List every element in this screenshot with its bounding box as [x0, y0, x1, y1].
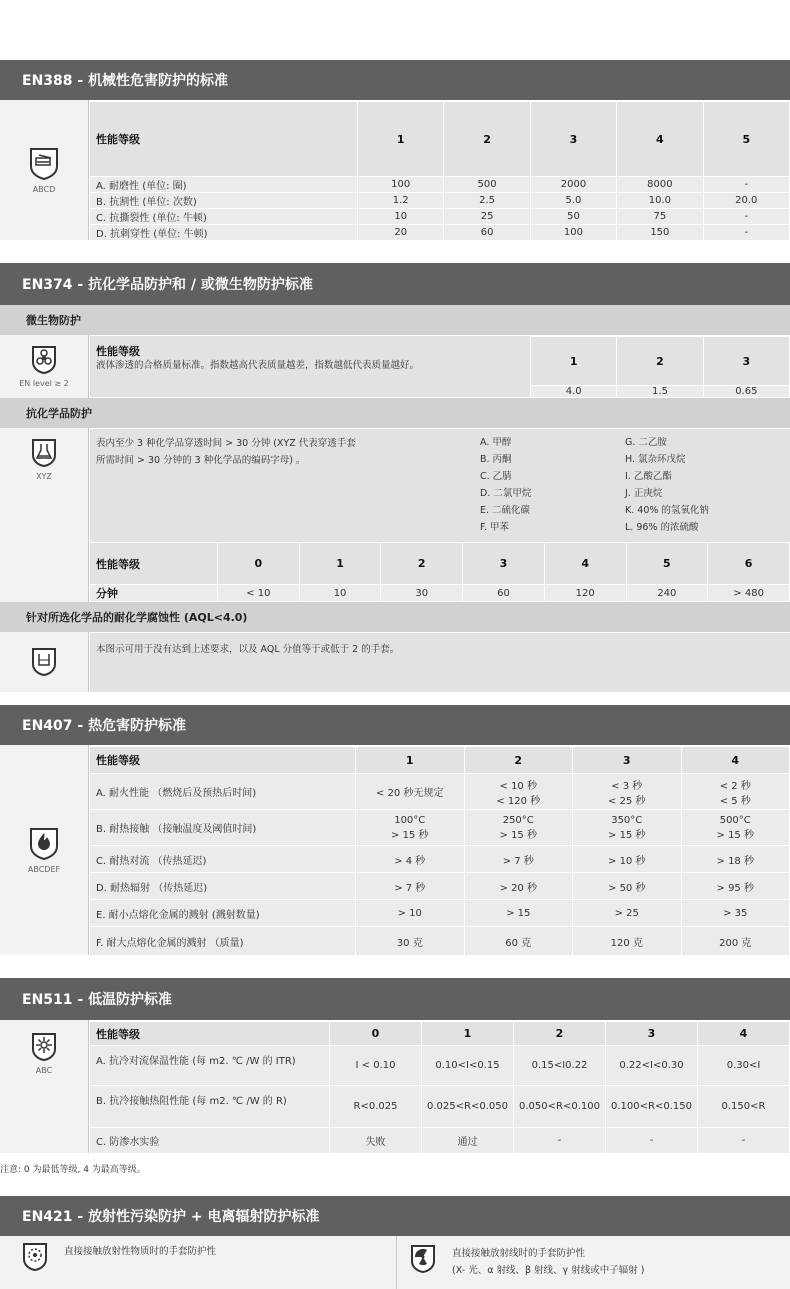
table-cell: > 480 [708, 585, 790, 602]
header-cell: 3 [703, 337, 789, 386]
chem-code: XYZ [36, 472, 52, 481]
table-cell: 0.100<R<0.150 [606, 1086, 698, 1128]
row-label: B. 抗割性 (单位: 次数) [90, 193, 358, 209]
micro-table [530, 336, 790, 398]
table-cell: - [703, 225, 789, 241]
table-cell: - [514, 1128, 606, 1154]
micro-description-box [90, 336, 530, 397]
table-cell: > 95 秒 [681, 873, 790, 900]
row-label: C. 防渗水实验 [90, 1128, 330, 1154]
table-cell: - [698, 1128, 790, 1154]
en421-header: EN421 - 放射性污染防护 + 电离辐射防护标准 [0, 1196, 790, 1236]
en421-divider [396, 1236, 397, 1289]
row-label: A. 耐火性能 （燃烧后及预热后时间) [90, 774, 356, 810]
table-cell: - [703, 177, 789, 193]
aql-icon-cell [0, 632, 89, 692]
table-cell: 0.65 [703, 386, 789, 398]
table-cell: 20.0 [703, 193, 789, 209]
list-item: J. 正庚烷 [625, 488, 663, 499]
chem-list-a [480, 434, 531, 536]
header-cell: 性能等级 [90, 1022, 330, 1046]
table-cell: R<0.025 [330, 1086, 422, 1128]
header-cell: 2 [444, 102, 530, 177]
table-cell: 250°C > 15 秒 [464, 810, 573, 846]
table-cell: < 20 秒无规定 [356, 774, 465, 810]
list-item: I. 乙酸乙酯 [625, 471, 672, 482]
table-cell: > 7 秒 [464, 846, 573, 873]
table-cell: > 10 [356, 900, 465, 927]
table-cell: 240 [626, 585, 708, 602]
table-cell: 20 [358, 225, 444, 241]
header-cell: 1 [356, 747, 465, 774]
en511-icon-cell [0, 1020, 89, 1153]
table-cell: 0.10<I<0.15 [422, 1046, 514, 1086]
list-item: F. 甲苯 [480, 522, 509, 533]
en407-icon-cell [0, 745, 89, 955]
row-label: 分钟 [90, 585, 218, 602]
table-cell: 120 克 [573, 927, 682, 956]
header-cell: 3 [463, 543, 545, 585]
row-label: C. 抗撕裂性 (单位: 牛顿) [90, 209, 358, 225]
table-cell: 0.150<R [698, 1086, 790, 1128]
table-cell: 120 [544, 585, 626, 602]
en388-table [89, 101, 790, 241]
table-cell: 1.5 [617, 386, 703, 398]
table-cell: 通过 [422, 1128, 514, 1154]
en388-header: EN388 - 机械性危害防护的标准 [0, 60, 790, 100]
table-cell: - [606, 1128, 698, 1154]
row-label: A. 抗冷对流保温性能 (每 m2. ℃ /W 的 ITR) [90, 1046, 330, 1086]
en421-body [0, 1236, 790, 1289]
table-cell: 350°C > 15 秒 [573, 810, 682, 846]
micro-code: EN level ≥ 2 [19, 379, 69, 388]
en421-right-text [452, 1245, 644, 1279]
table-row [90, 846, 790, 873]
table-cell: > 4 秒 [356, 846, 465, 873]
table-cell: > 15 [464, 900, 573, 927]
table-cell: 2.5 [444, 193, 530, 209]
header-cell: 3 [606, 1022, 698, 1046]
chem-table [89, 542, 790, 602]
table-row [90, 177, 790, 193]
table-cell: 150 [617, 225, 703, 241]
aql-subheader: 针对所选化学品的耐化学腐蚀性 (AQL<4.0) [0, 602, 790, 632]
header-cell: 0 [330, 1022, 422, 1046]
chem-list-b [625, 434, 709, 536]
table-cell: - [703, 209, 789, 225]
header-cell: 3 [573, 747, 682, 774]
en388-code: ABCD [32, 184, 56, 194]
table-cell: 0.025<R<0.050 [422, 1086, 514, 1128]
table-cell: > 7 秒 [356, 873, 465, 900]
list-item: D. 二氯甲烷 [480, 488, 532, 499]
table-cell: 1.2 [358, 193, 444, 209]
table-cell: > 18 秒 [681, 846, 790, 873]
en388-icon-cell [0, 100, 89, 240]
table-row [90, 927, 790, 956]
header-cell: 2 [617, 337, 703, 386]
en421-left-text: 直接接触放射性物质时的手套防护性 [64, 1246, 217, 1257]
micro-subheader: 微生物防护 [0, 305, 790, 335]
en511-table [89, 1021, 790, 1154]
en511-header: EN511 - 低温防护标准 [0, 978, 790, 1020]
table-row [90, 585, 790, 602]
list-item: A. 甲醇 [480, 437, 512, 448]
table-cell: 0.050<R<0.100 [514, 1086, 606, 1128]
flame-icon [29, 827, 59, 861]
row-label: D. 抗刺穿性 (单位: 牛顿) [90, 225, 358, 241]
header-cell: 3 [530, 102, 616, 177]
en421-right-line2: (X- 光、α 射线、β 射线、γ 射线或中子辐射 ) [452, 1265, 645, 1276]
table-cell: 60 [463, 585, 545, 602]
en407-table [89, 746, 790, 956]
header-cell: 性能等级 [90, 543, 218, 585]
table-cell: 8000 [617, 177, 703, 193]
table-cell: < 2 秒 < 5 秒 [681, 774, 790, 810]
table-cell: 2000 [530, 177, 616, 193]
row-label: E. 耐小点熔化金属的溅射 (溅射数量) [90, 900, 356, 927]
table-cell: 75 [617, 209, 703, 225]
table-cell: 失败 [330, 1128, 422, 1154]
table-cell: 200 克 [681, 927, 790, 956]
table-row [90, 774, 790, 810]
list-item: H. 氯杂环戊烷 [625, 454, 686, 465]
en421-right-line1: 直接接触放射线时的手套防护性 [452, 1248, 586, 1259]
aql-desc: 本图示可用于没有达到上述要求，以及 AQL 分值等于或低于 2 的手套。 [96, 644, 400, 655]
row-label: F. 耐大点熔化金属的溅射 （质量) [90, 927, 356, 956]
note-text: 注意: 0 为最低等级, 4 为最高等级。 [0, 1165, 146, 1175]
row-label: A. 耐磨性 (单位: 圈) [90, 177, 358, 193]
row-label: C. 耐热对流 （传热延迟) [90, 846, 356, 873]
en374-header: EN374 - 抗化学品防护和 / 或微生物防护标准 [0, 263, 790, 305]
table-cell: 4.0 [531, 386, 617, 398]
micro-label: 性能等级 [96, 345, 140, 358]
list-item: E. 二硫化碳 [480, 505, 531, 516]
table-cell: 30 [381, 585, 463, 602]
table-row [90, 810, 790, 846]
table-cell: 30 克 [356, 927, 465, 956]
header-cell: 1 [358, 102, 444, 177]
header-cell: 0 [218, 543, 300, 585]
header-cell: 5 [626, 543, 708, 585]
row-label: D. 耐热辐射 （传热延迟) [90, 873, 356, 900]
snowflake-icon [31, 1032, 57, 1062]
table-row [90, 900, 790, 927]
table-cell: > 35 [681, 900, 790, 927]
table-cell: I < 0.10 [330, 1046, 422, 1086]
table-row [90, 1046, 790, 1086]
table-cell: 0.15<I0.22 [514, 1046, 606, 1086]
list-item: C. 乙腈 [480, 471, 512, 482]
beaker-icon [31, 647, 57, 677]
chem-icon-cell [0, 428, 89, 602]
header-cell: 4 [617, 102, 703, 177]
table-header-row [90, 1022, 790, 1046]
table-cell: > 50 秒 [573, 873, 682, 900]
table-cell: 10.0 [617, 193, 703, 209]
chem-desc-line2: 所需时间 > 30 分钟的 3 种化学品的编码字母) 。 [96, 455, 306, 466]
table-header-row [90, 747, 790, 774]
header-cell: 4 [681, 747, 790, 774]
chem-desc-line1: 表内至少 3 种化学品穿透时间 > 30 分钟 (XYZ 代表穿透手套 [96, 438, 356, 449]
table-cell: 10 [299, 585, 381, 602]
table-cell: > 20 秒 [464, 873, 573, 900]
list-item: G. 二乙胺 [625, 437, 667, 448]
table-cell: 100 [530, 225, 616, 241]
header-cell: 1 [422, 1022, 514, 1046]
table-cell: < 10 秒 < 120 秒 [464, 774, 573, 810]
table-cell: 10 [358, 209, 444, 225]
header-cell: 4 [544, 543, 626, 585]
list-item: B. 丙酮 [480, 454, 512, 465]
table-row [90, 873, 790, 900]
header-cell: 2 [464, 747, 573, 774]
header-cell: 2 [514, 1022, 606, 1046]
table-header-row [531, 337, 790, 386]
radiation-icon [410, 1244, 436, 1274]
chemical-flask-icon [31, 438, 57, 468]
biohazard-icon [31, 345, 57, 375]
aql-description-box [90, 633, 790, 692]
row-label: B. 抗冷接触热阻性能 (每 m2. ℃ /W 的 R) [90, 1086, 330, 1128]
table-cell: < 10 [218, 585, 300, 602]
table-row [90, 193, 790, 209]
mechanical-hazard-icon [29, 147, 59, 181]
table-cell: 60 [444, 225, 530, 241]
row-label: B. 耐热接触 （接触温度及阈值时间) [90, 810, 356, 846]
table-cell: < 3 秒 < 25 秒 [573, 774, 682, 810]
list-item: L. 96% 的浓硫酸 [625, 522, 699, 533]
table-cell: 500°C > 15 秒 [681, 810, 790, 846]
table-row [90, 1128, 790, 1154]
en407-code: ABCDEF [27, 864, 61, 874]
table-cell: 100 [358, 177, 444, 193]
table-cell: 0.30<I [698, 1046, 790, 1086]
table-row [90, 209, 790, 225]
chem-subheader: 抗化学品防护 [0, 398, 790, 428]
list-item: K. 40% 的氢氧化钠 [625, 505, 709, 516]
table-cell: 0.22<I<0.30 [606, 1046, 698, 1086]
chem-description-box [90, 429, 790, 542]
table-cell: 100°C > 15 秒 [356, 810, 465, 846]
en407-header: EN407 - 热危害防护标准 [0, 705, 790, 745]
table-row [90, 1086, 790, 1128]
table-cell: > 10 秒 [573, 846, 682, 873]
radioactive-contamination-icon [22, 1242, 48, 1272]
table-header-row [90, 543, 790, 585]
header-cell: 性能等级 [90, 102, 358, 177]
header-cell: 1 [299, 543, 381, 585]
table-cell: 25 [444, 209, 530, 225]
table-cell: 60 克 [464, 927, 573, 956]
table-cell: 5.0 [530, 193, 616, 209]
header-cell: 4 [698, 1022, 790, 1046]
table-cell: > 25 [573, 900, 682, 927]
header-cell: 性能等级 [90, 747, 356, 774]
micro-icon-cell [0, 335, 89, 398]
table-cell: 50 [530, 209, 616, 225]
table-header-row [90, 102, 790, 177]
table-row [531, 386, 790, 398]
header-cell: 2 [381, 543, 463, 585]
micro-desc: 液体渗透的合格质量标准。指数越高代表质量越差，指数越低代表质量越好。 [96, 360, 420, 371]
header-cell: 5 [703, 102, 789, 177]
header-cell: 6 [708, 543, 790, 585]
table-row [90, 225, 790, 241]
en511-code: ABC [35, 1066, 53, 1075]
table-cell: 500 [444, 177, 530, 193]
header-cell: 1 [531, 337, 617, 386]
